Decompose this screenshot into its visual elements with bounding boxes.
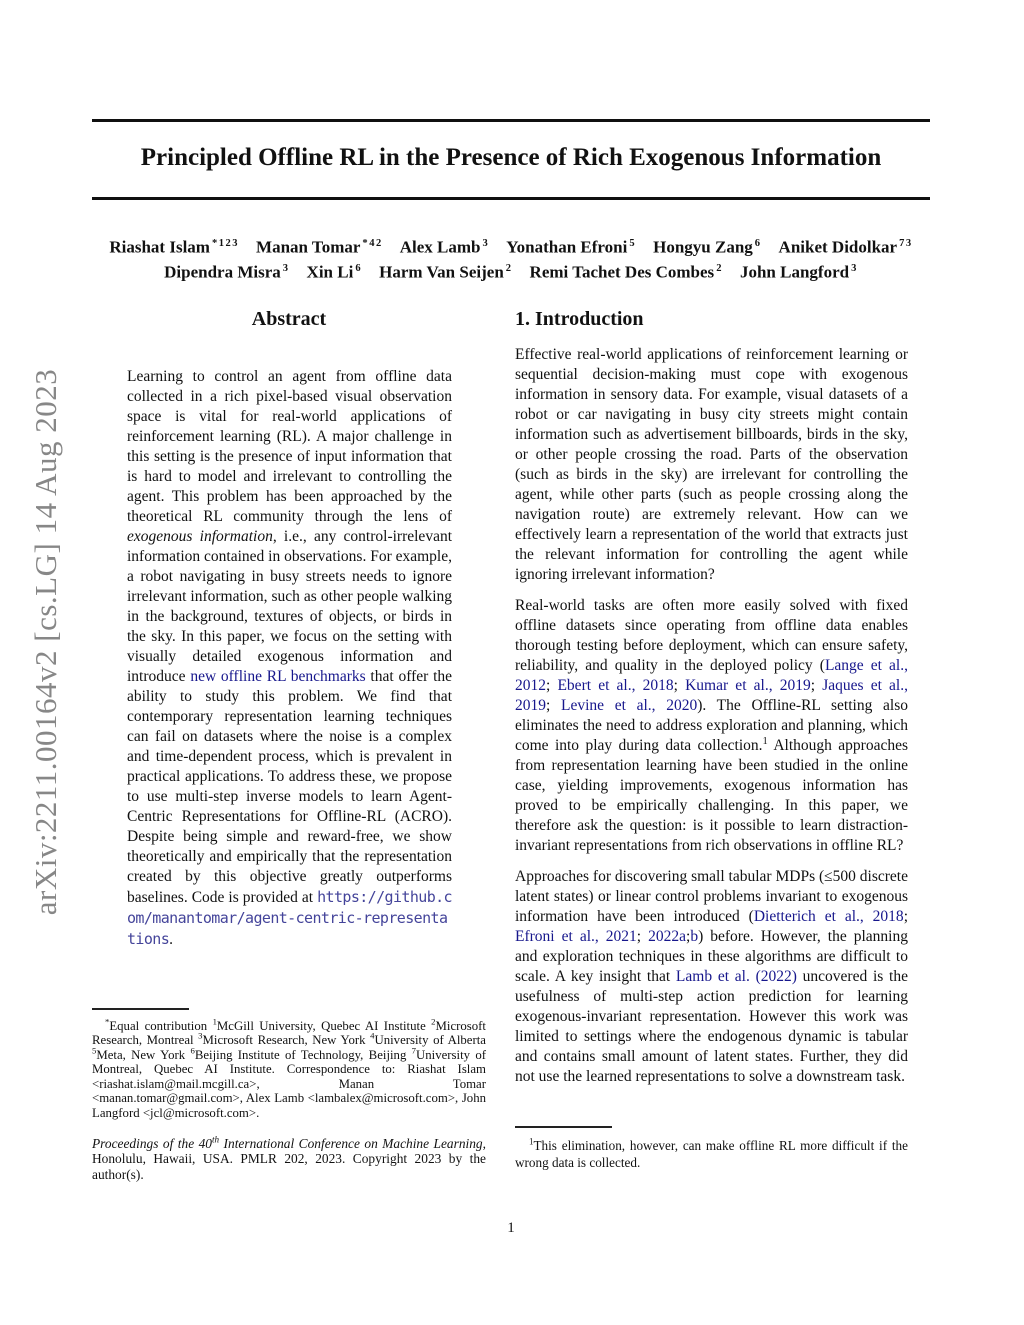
author-affiliation-sup: 73: [899, 238, 913, 249]
text-segment: Equal contribution: [109, 1018, 213, 1033]
text-segment: ;: [673, 677, 686, 694]
text-segment: ;: [686, 928, 691, 945]
author-name: Manan Tomar: [256, 237, 361, 257]
author-name: Harm Van Seijen: [379, 262, 504, 282]
arxiv-watermark: arXiv:2211.00164v2 [cs.LG] 14 Aug 2023: [28, 368, 63, 916]
text-segment: exogenous information: [127, 528, 273, 545]
author-line-1: [92, 233, 930, 258]
right-footnote-block: [515, 1126, 908, 1172]
author-block: [92, 233, 930, 282]
left-footnote-rule: [92, 1008, 189, 1010]
author-name: Remi Tachet Des Combes: [529, 262, 715, 282]
text-segment: .: [169, 931, 174, 948]
text-segment: International Conference on Machine Learning: [219, 1135, 483, 1151]
author-affiliation-sup: 3: [851, 262, 858, 274]
text-segment: Effective real-world applications of reinforcement learning or sequential decision-making must cope with exogenous information in sensory data. For example, visual datasets of a robot or car navigating in busy city streets might contain information such as advertisement billboards, birds in the sky, or other people crossing the road. Parts of the observation (such as birds in the sky) are irrelevant for controlling the agent, while other parts (such as people crossing along the navigation route) are extremely relevant. How can we effectively learn a representation of the world that extracts just the relevant information for controlling the agent while ignoring irrelevant information?: [515, 346, 908, 583]
text-segment: Real-world tasks are often more easily solved with fixed offline datasets since operating from offline data enables thorough testing before deployment, which can ensure safety, reliability, and quality in the deployed policy (: [515, 597, 908, 674]
citation-ebert-2018[interactable]: Ebert et al., 2018: [557, 677, 674, 694]
introduction-heading: 1. Introduction: [515, 308, 644, 330]
benchmarks-link[interactable]: new offline RL benchmarks: [190, 668, 366, 685]
text-segment: Learning to control an agent from offline data collected in a rich pixel-based visual observation space is vital for real-world applications of reinforcement learning (RL). A major challenge in this setting is the presence of input information that is hard to model and irrelevant to controlling the agent. This problem has been approached by the theoretical RL community through the lens of: [127, 368, 452, 525]
text-segment: University of Alberta: [374, 1033, 486, 1048]
paper-title: Principled Offline RL in the Presence of Rich Exogenous Information: [140, 144, 882, 171]
citation-jaques-2019[interactable]: Jaques et al., 2019: [515, 677, 908, 714]
author-affiliation-sup: 2: [716, 262, 723, 274]
code-url-link[interactable]: https://github.com/manantomar/agent-centric-representations: [127, 888, 452, 948]
citation-efroni-2022a[interactable]: 2022a: [648, 928, 686, 945]
text-segment: 1: [529, 1136, 534, 1147]
text-segment: ;: [903, 908, 908, 925]
text-segment: ;: [636, 928, 649, 945]
author-affiliation-sup: 5: [629, 238, 637, 249]
text-segment: This elimination, however, can make offline RL more difficult if the wrong data is collected.: [515, 1137, 908, 1170]
text-segment: 6: [190, 1045, 195, 1056]
citation-lange-2012[interactable]: Lange et al., 2012: [515, 657, 908, 694]
text-segment: Meta, New York: [96, 1047, 191, 1062]
author-affiliation-sup: 6: [754, 238, 762, 249]
right-footnote-rule: [515, 1126, 612, 1128]
text-segment: *: [105, 1016, 110, 1027]
citation-levine-2020[interactable]: Levine et al., 2020: [561, 697, 698, 714]
intro-paragraph-3: [515, 867, 908, 1087]
text-segment: uncovered is the usefulness of multi-step action prediction for learning exogenous-invariant representation. However this work was limited to settings where the endogenous dynamic is tabular and contains small amount of latent states. Further, they did not use the learned representations to solve a downstream task.: [515, 968, 908, 1085]
text-segment: th: [212, 1134, 220, 1145]
text-segment: Microsoft Research, New York: [202, 1033, 371, 1048]
citation-dietterich-2018[interactable]: Dietterich et al., 2018: [753, 908, 904, 925]
text-segment: Microsoft Research, Montreal: [92, 1018, 486, 1048]
text-segment: Approaches for discovering small tabular MDPs (≤500 discrete latent states) or linear control problems invariant to exogenous information have been introduced (: [515, 868, 908, 925]
text-segment: ). The Offline-RL setting also eliminates the need to address exploration and planning, which come into play during data collection.: [515, 697, 908, 754]
text-segment: 5: [92, 1045, 97, 1056]
abstract-heading: Abstract: [251, 308, 327, 330]
author-name: Aniket Didolkar: [778, 237, 898, 257]
citation-kumar-2019[interactable]: Kumar et al., 2019: [685, 677, 811, 694]
author-name: Riashat Islam: [109, 237, 210, 257]
author-name: Yonathan Efroni: [506, 237, 628, 257]
abstract-text: [127, 367, 452, 950]
text-segment: , i.e., any control-irrelevant information contained in observations. For example, a robot navigating in busy streets needs to ignore irrelevant information, such as other people walking in the background, textures of objects, or birds in the sky. In this paper, we focus on the setting with visually detailed exogenous information and introduce: [127, 528, 453, 685]
affiliations-footnote: [92, 1016, 486, 1121]
left-footnote-block: [92, 1008, 486, 1182]
text-segment: University of Montreal, Quebec AI Institute. Correspondence to: Riashat Islam <riashat.islam@mail.mcgill.ca>, Manan Tomar <manan.tomar@gmail.com>, Alex Lamb <lambalex@microsoft.com>, John Langford <jcl@microsoft.com>.: [92, 1047, 486, 1121]
page-number: 1: [507, 1220, 515, 1236]
title-rule: [92, 197, 930, 200]
author-line-2: [92, 258, 930, 283]
text-segment: 2: [431, 1016, 436, 1027]
author-affiliation-sup: 6: [355, 262, 363, 274]
author-affiliation-sup: 3: [282, 262, 290, 274]
text-segment: ) before. However, the planning and exploration techniques in these algorithms are difficult to scale. A key insight that: [515, 928, 908, 985]
citation-lamb-2022[interactable]: Lamb et al. (2022): [675, 968, 797, 985]
author-affiliation-sup: *123: [211, 238, 240, 249]
top-rule: [92, 119, 930, 122]
text-segment: 7: [411, 1045, 416, 1056]
text-segment: that offer the ability to study this problem. We find that contemporary representation learning techniques can fail on datasets where the noise is a complex and time-dependent process, which is prevalent in practical applications. To address these, we propose to use multi-step inverse models to learn Agent-Centric Representations for Offline-RL (ACRO). Despite being simple and reward-free, we show theoretically and empirically that the representation created by this objective greatly outperforms baselines. Code is provided at: [127, 668, 453, 906]
footnote-1: [515, 1137, 908, 1172]
right-column: [515, 308, 908, 1098]
text-segment: McGill University, Quebec AI Institute: [216, 1018, 432, 1033]
text-segment: , Honolulu, Hawaii, USA. PMLR 202, 2023. Copyright 2023 by the author(s).: [92, 1135, 486, 1182]
proceedings-notice: [92, 1136, 486, 1183]
citation-efroni-2022b[interactable]: b: [690, 928, 699, 945]
author-name: Hongyu Zang: [653, 237, 753, 257]
text-segment: Proceedings of the 40: [92, 1135, 212, 1151]
text-segment: ;: [810, 677, 823, 694]
citation-efroni-2021[interactable]: Efroni et al., 2021: [515, 928, 637, 945]
text-segment: 4: [370, 1030, 375, 1041]
author-affiliation-sup: *42: [362, 238, 383, 249]
text-segment: 3: [198, 1030, 203, 1041]
text-segment: 1: [212, 1016, 217, 1027]
author-name: John Langford: [739, 262, 850, 282]
author-name: Dipendra Misra: [164, 262, 281, 282]
text-segment: 1: [762, 735, 768, 747]
intro-paragraph-2: [515, 596, 908, 856]
text-segment: ;: [546, 697, 561, 714]
author-name: Xin Li: [306, 262, 354, 282]
intro-paragraph-1: [515, 345, 908, 585]
text-segment: ;: [546, 677, 558, 694]
text-segment: Although approaches from representation learning have been studied in the online case, yielding improvements, exogenous information has proved to be empirically challenging. In this paper, we therefore ask the question: is it possible to learn distraction-invariant representations from rich observations in offline RL?: [515, 737, 908, 854]
text-segment: Beijing Institute of Technology, Beijing: [194, 1047, 412, 1062]
author-affiliation-sup: 2: [505, 262, 513, 274]
author-name: Alex Lamb: [399, 237, 481, 257]
left-column: [92, 308, 486, 950]
author-affiliation-sup: 3: [482, 238, 490, 249]
